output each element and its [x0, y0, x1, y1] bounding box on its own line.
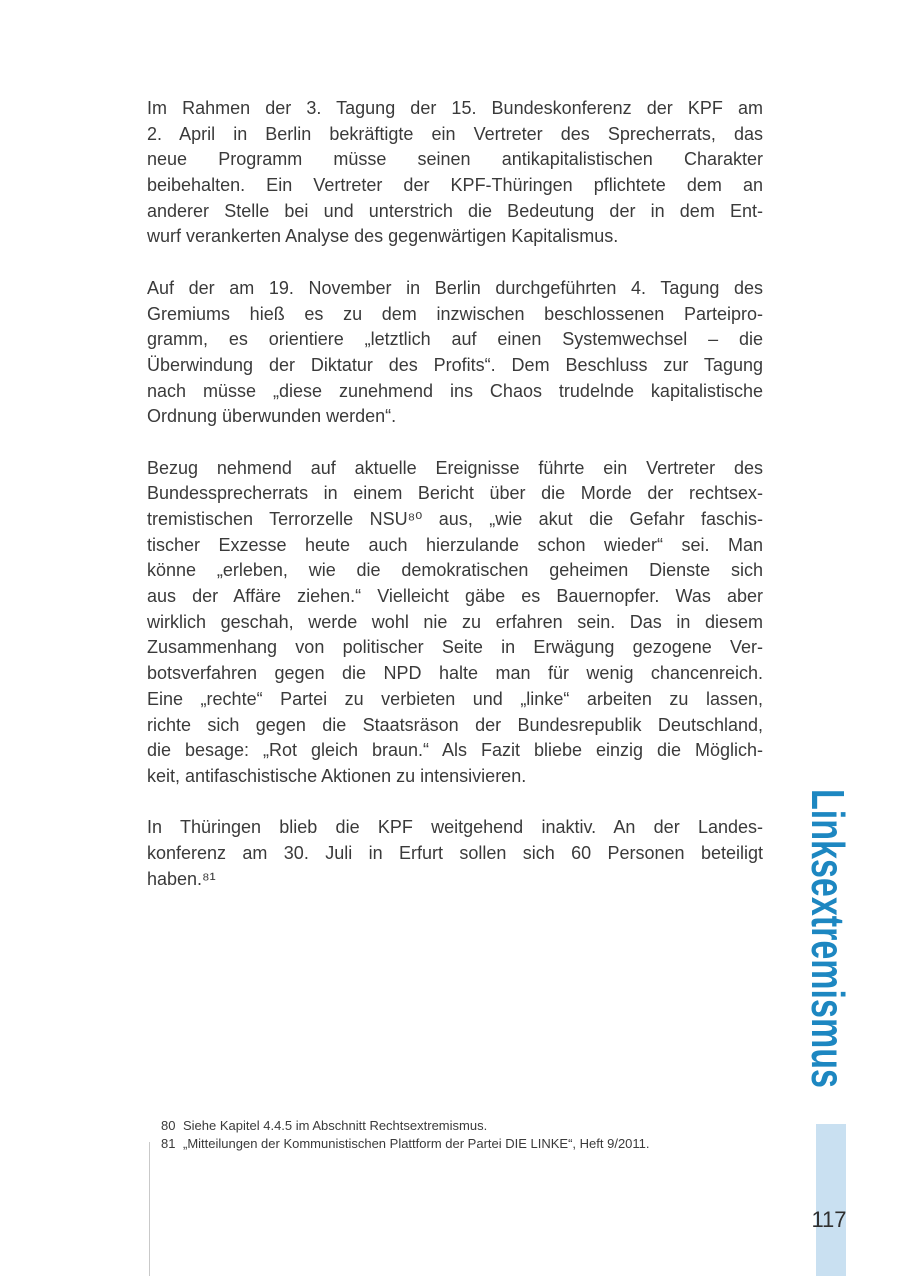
paragraph-4	[147, 815, 763, 892]
body-text-block	[147, 96, 763, 918]
footnote-divider-line	[149, 1142, 150, 1276]
page-edge-tab	[816, 1124, 846, 1276]
footnotes	[161, 1117, 771, 1152]
body-text-line: tischer Exzesse heute auch hierzulande schon wieder“ sei. Man	[147, 534, 763, 555]
footnote-81	[161, 1135, 771, 1153]
body-text-line: Gremiums hieß es zu dem inzwischen beschlossenen Parteipro-	[147, 303, 763, 324]
body-text-line: Bezug nehmend auf aktuelle Ereignisse führte ein Vertreter des	[147, 457, 763, 478]
chapter-sidebar-label: Linksextremismus	[802, 789, 854, 1088]
footnote-80	[161, 1117, 771, 1135]
footnote-number: 80	[161, 1118, 176, 1133]
body-text-line: 2. April in Berlin bekräftigte ein Vertreter des Sprecherrats, das	[147, 123, 763, 144]
footnote-text: Siehe Kapitel 4.4.5 im Abschnitt Rechtsextremismus.	[183, 1118, 488, 1133]
body-text-line: richte sich gegen die Staatsräson der Bundesrepublik Deutschland,	[147, 714, 763, 735]
body-text-line: Zusammenhang von politischer Seite in Erwägung gezogene Ver-	[147, 637, 763, 658]
body-text-line: gramm, es orientiere „letztlich auf einen Systemwechsel – die	[147, 329, 763, 350]
paragraph-3	[147, 456, 763, 790]
body-text-line: botsverfahren gegen die NPD halte man für wenig chancenreich.	[147, 663, 763, 684]
body-text-line: wurf verankerten Analyse des gegenwärtigen Kapitalismus.	[147, 226, 619, 247]
paragraph-1	[147, 96, 763, 250]
body-text-line: Überwindung der Diktatur des Profits“. Dem Beschluss zur Tagung	[147, 354, 763, 375]
body-text-line: Im Rahmen der 3. Tagung der 15. Bundeskonferenz der KPF am	[147, 98, 763, 118]
body-text-line: haben.⁸¹	[147, 868, 216, 889]
body-text-line: neue Programm müsse seinen antikapitalistischen Charakter	[147, 149, 763, 170]
body-text-line: die besage: „Rot gleich braun.“ Als Fazit bliebe einzig die Möglich-	[147, 740, 763, 761]
body-text-line: anderer Stelle bei und unterstrich die Bedeutung der in dem Ent-	[147, 200, 763, 221]
page-number: 117	[811, 1207, 847, 1232]
body-text-line: In Thüringen blieb die KPF weitgehend inaktiv. An der Landes-	[147, 817, 763, 838]
body-text-line: Eine „rechte“ Partei zu verbieten und „linke“ arbeiten zu lassen,	[147, 688, 763, 709]
body-text-line: tremistischen Terrorzelle NSU⁸⁰ aus, „wie akut die Gefahr faschis-	[147, 509, 763, 529]
body-text-line: aus der Affäre ziehen.“ Vielleicht gäbe es Bauernopfer. Was aber	[147, 586, 763, 607]
body-text-line: keit, antifaschistische Aktionen zu intensivieren.	[147, 765, 527, 786]
footnote-number: 81	[161, 1135, 176, 1151]
body-text-line: nach müsse „diese zunehmend ins Chaos trudelnde kapitalistische	[147, 380, 763, 401]
body-text-line: Bundessprecherrats in einem Bericht über die Morde der rechtsex-	[147, 483, 763, 504]
paragraph-2	[147, 276, 763, 430]
body-text-line: beibehalten. Ein Vertreter der KPF-Thüringen pflichtete dem an	[147, 175, 763, 196]
footnote-text: „Mitteilungen der Kommunistischen Plattform der Partei DIE LINKE“, Heft 9/2011.	[183, 1135, 650, 1151]
body-text-line: Ordnung überwunden werden“.	[147, 406, 397, 427]
body-text-line: wirklich geschah, werde wohl nie zu erfahren sein. Das in diesem	[147, 611, 763, 632]
body-text-line: konferenz am 30. Juli in Erfurt sollen sich 60 Personen beteiligt	[147, 842, 763, 863]
body-text-line: könne „erleben, wie die demokratischen geheimen Dienste sich	[147, 560, 763, 581]
body-text-line: Auf der am 19. November in Berlin durchgeführten 4. Tagung des	[147, 277, 763, 298]
